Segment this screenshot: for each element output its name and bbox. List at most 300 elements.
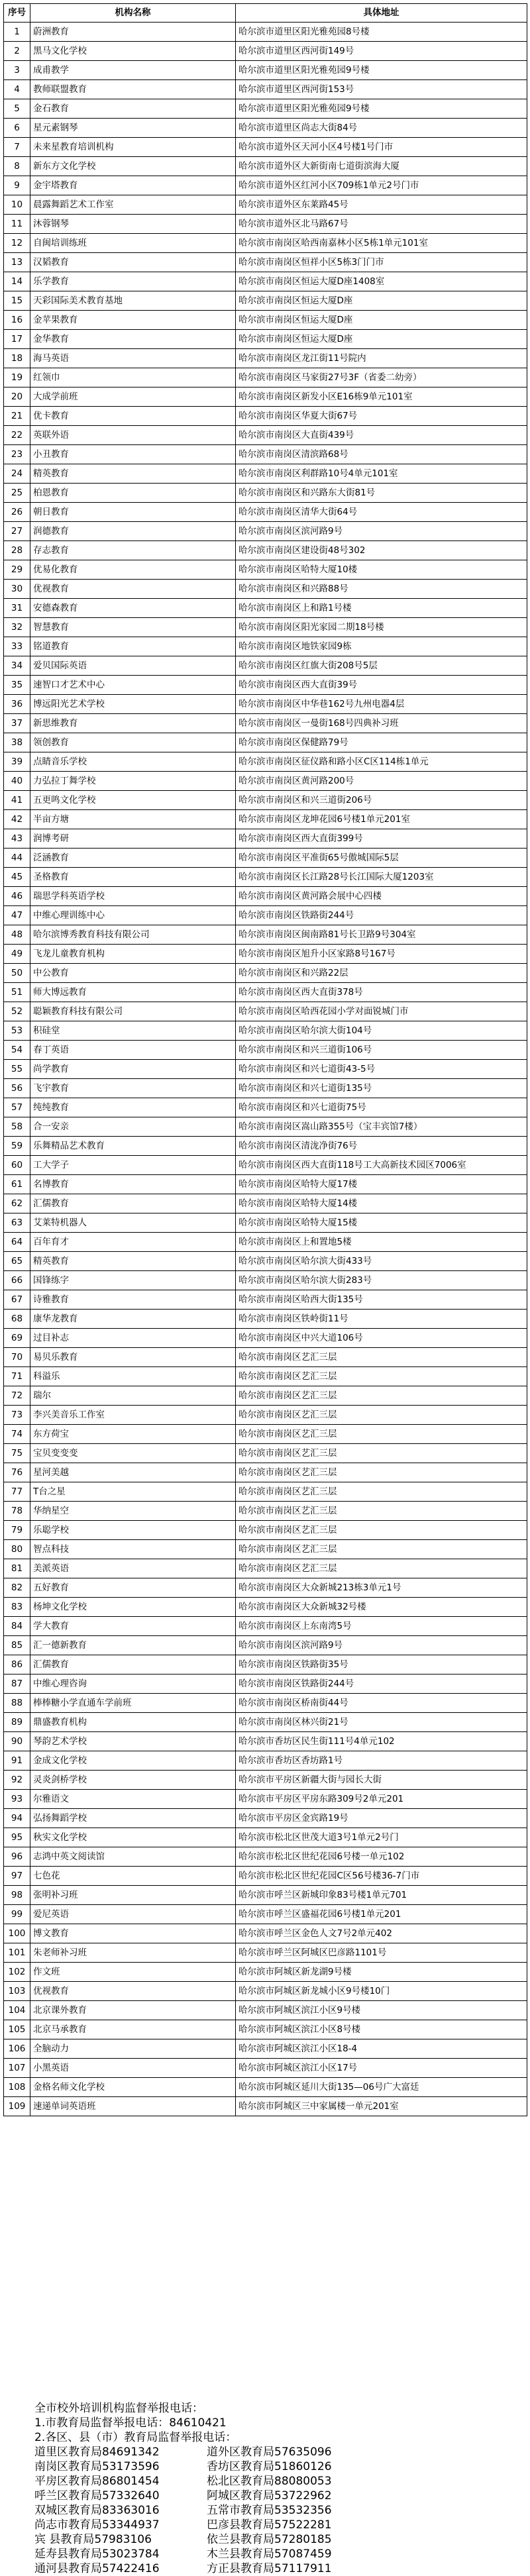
table-row [4,234,527,253]
institution-address: 哈尔滨市南岗区旭升小区家路8号167号 [236,945,527,964]
institution-name: 力弘拉丁舞学校 [30,772,236,791]
row-number: 87 [4,1674,30,1694]
row-number: 69 [4,1329,30,1348]
institution-table [3,3,527,2116]
institution-name: 汉韬教育 [30,253,236,272]
institution-address: 哈尔滨市香坊区香坊路1号 [236,1751,527,1771]
table-row [4,445,527,464]
institution-address: 哈尔滨市南岗区中华巷162号九州电器4层 [236,695,527,714]
institution-name: 七色花 [30,1867,236,1886]
table-row [4,541,527,560]
row-number: 75 [4,1444,30,1463]
institution-name: 柏恩教育 [30,484,236,503]
institution-name: 新思维教育 [30,714,236,733]
institution-address: 哈尔滨市南岗区艺汇三层 [236,1521,527,1540]
institution-address: 哈尔滨市南岗区铁路街244号 [236,1674,527,1694]
institution-name: 优视教育 [30,1982,236,2001]
institution-name: 飞宇教育 [30,1079,236,1098]
institution-name: 海马英语 [30,349,236,368]
table-row [4,906,527,925]
institution-address: 哈尔滨市呼兰区盛福花园6号楼1单元201 [236,1905,527,1924]
institution-address: 哈尔滨市南岗区和兴七道街75号 [236,1098,527,1117]
row-number: 53 [4,1021,30,1041]
institution-address: 哈尔滨市南岗区清华大街64号 [236,503,527,522]
table-row [4,311,527,330]
row-number: 36 [4,695,30,714]
institution-name: 易贝乐教育 [30,1348,236,1367]
institution-name: 积硅堂 [30,1021,236,1041]
table-row [4,272,527,291]
institution-name: 爱贝国际英语 [30,656,236,676]
row-number: 99 [4,1905,30,1924]
row-number: 91 [4,1751,30,1771]
institution-address: 哈尔滨市南岗区马家街27号3F（省委二幼旁） [236,368,527,387]
institution-name: 速智口才艺术中心 [30,676,236,695]
institution-name: 英联外语 [30,426,236,445]
table-row [4,1137,527,1156]
district-phone: 通河县教育局57422416 [34,2562,160,2575]
table-row [4,522,527,541]
institution-address: 哈尔滨市南岗区桥南街44号 [236,1694,527,1713]
row-number: 42 [4,810,30,829]
institution-address: 哈尔滨市南岗区哈西花园小学对面锐城门市 [236,1002,527,1021]
table-row [4,464,527,484]
institution-name: 速递单词英语班 [30,2097,236,2116]
table-row [4,1079,527,1098]
institution-name: 博远阳光艺术学校 [30,695,236,714]
table-row [4,1502,527,1521]
row-number: 86 [4,1655,30,1674]
district-phone: 南岗区教育局53173596 [34,2460,160,2473]
district-phone: 木兰县教育局57087459 [207,2548,332,2561]
table-row [4,61,527,80]
institution-name: 汇儒教育 [30,1194,236,1213]
row-number: 88 [4,1694,30,1713]
table-row [4,1809,527,1828]
institution-address: 哈尔滨市道外区大新街南七道街滨海大厦 [236,157,527,176]
institution-name: 科溢乐 [30,1367,236,1386]
row-number: 61 [4,1175,30,1194]
row-number: 81 [4,1559,30,1578]
phone-line [34,2547,511,2561]
institution-name: 黑马文化学校 [30,42,236,61]
district-phone: 香坊区教育局51860126 [207,2460,332,2473]
institution-address: 哈尔滨市阿城区新龙湖9号楼 [236,1963,527,1982]
institution-address: 哈尔滨市南岗区和兴三道街206号 [236,791,527,810]
institution-address: 哈尔滨市道里区阳光雅苑园8号楼 [236,23,527,42]
table-row [4,656,527,676]
row-number: 18 [4,349,30,368]
institution-name: 北京课外教育 [30,2001,236,2020]
institution-name: 灵炎剑桥学校 [30,1771,236,1790]
institution-address: 哈尔滨市南岗区西大直街118号工大高新技术园区7006室 [236,1156,527,1175]
institution-name: 智点科技 [30,1540,236,1559]
table-row [4,1425,527,1444]
institution-address: 哈尔滨市南岗区西大直街399号 [236,829,527,849]
row-number: 51 [4,983,30,1002]
institution-name: 瑞尔 [30,1386,236,1406]
table-row [4,752,527,772]
row-number: 46 [4,887,30,906]
row-number: 31 [4,599,30,618]
institution-address: 哈尔滨市松北区世茂大道3号1单元2号门 [236,1828,527,1847]
district-phone: 松北区教育局88080053 [207,2475,332,2488]
table-row [4,1021,527,1041]
institution-address: 哈尔滨市南岗区和兴路88号 [236,580,527,599]
table-row [4,599,527,618]
table-row [4,676,527,695]
table-row [4,925,527,945]
table-row [4,849,527,868]
table-row [4,714,527,733]
institution-address: 哈尔滨市南岗区艺汇三层 [236,1502,527,1521]
institution-address: 哈尔滨市平房区新疆大街与园长大街 [236,1771,527,1790]
row-number: 47 [4,906,30,925]
institution-name: 艾莱特机器人 [30,1213,236,1233]
row-number: 54 [4,1041,30,1060]
institution-name: 百年育才 [30,1233,236,1252]
row-number: 27 [4,522,30,541]
row-number: 9 [4,176,30,195]
institution-address: 哈尔滨市呼兰区金色人文7号2单元402 [236,1924,527,1943]
row-number: 14 [4,272,30,291]
institution-name: 东方荷宝 [30,1425,236,1444]
institution-address: 哈尔滨市平房区金宾路19号 [236,1809,527,1828]
row-number: 39 [4,752,30,772]
institution-address: 哈尔滨市南岗区恒运大厦D座 [236,311,527,330]
table-row [4,1694,527,1713]
institution-address: 哈尔滨市南岗区哈特大厦14楼 [236,1194,527,1213]
table-row [4,2078,527,2097]
row-number: 100 [4,1924,30,1943]
institution-address: 哈尔滨市南岗区闽南路81号长卫路9号304室 [236,925,527,945]
phone-line [34,2445,511,2459]
institution-address: 哈尔滨市阿城区三中家属楼一单元201室 [236,2097,527,2116]
table-row [4,2001,527,2020]
institution-name: 全脑动力 [30,2039,236,2059]
institution-name: 金格名师文化学校 [30,2078,236,2097]
institution-name: 金华教育 [30,330,236,349]
table-row [4,1271,527,1290]
institution-name: 五更鸣文化学校 [30,791,236,810]
institution-address: 哈尔滨市南岗区滨河路9号 [236,1636,527,1655]
row-number: 85 [4,1636,30,1655]
row-number: 17 [4,330,30,349]
table-row [4,1482,527,1502]
institution-address: 哈尔滨市南岗区和兴三道街106号 [236,1041,527,1060]
row-number: 57 [4,1098,30,1117]
table-row [4,407,527,426]
institution-address: 哈尔滨市南岗区阳光家园二期18号楼 [236,618,527,637]
institution-address: 哈尔滨市阿城区滨江小区9号楼 [236,2001,527,2020]
table-row [4,1751,527,1771]
row-number: 41 [4,791,30,810]
row-number: 105 [4,2020,30,2039]
institution-name: 朝日教育 [30,503,236,522]
institution-name: 铭道教育 [30,637,236,656]
institution-address: 哈尔滨市南岗区大众新城32号楼 [236,1598,527,1617]
institution-address: 哈尔滨市南岗区红旗大街208号5层 [236,656,527,676]
institution-name: 师大博远教育 [30,983,236,1002]
institution-address: 哈尔滨市南岗区地铁家园9栋 [236,637,527,656]
institution-name: 合一安亲 [30,1117,236,1137]
row-number: 62 [4,1194,30,1213]
row-number: 80 [4,1540,30,1559]
institution-address: 哈尔滨市南岗区林兴街21号 [236,1713,527,1732]
institution-address: 哈尔滨市南岗区龙坤花园6号楼1单元201室 [236,810,527,829]
institution-name: 美派英语 [30,1559,236,1578]
hotline-title: 全市校外培训机构监督举报电话： [34,2402,203,2415]
district-phone: 依兰县教育局57280185 [207,2533,332,2546]
table-row [4,887,527,906]
institution-name: 乐学教育 [30,272,236,291]
header-address: 具体地址 [236,4,527,23]
institution-address: 哈尔滨市南岗区艺汇三层 [236,1386,527,1406]
row-number: 34 [4,656,30,676]
institution-address: 哈尔滨市南岗区中兴大道106号 [236,1329,527,1348]
institution-address: 哈尔滨市南岗区西大直街378号 [236,983,527,1002]
row-number: 52 [4,1002,30,1021]
phone-line [34,2532,511,2547]
district-phone: 宾 县教育局57983106 [34,2533,152,2546]
row-number: 20 [4,387,30,407]
institution-address: 哈尔滨市南岗区黄河路会展中心四楼 [236,887,527,906]
row-number: 43 [4,829,30,849]
row-number: 22 [4,426,30,445]
table-row [4,1348,527,1367]
district-phone: 方正县教育局57117911 [207,2562,332,2575]
institution-address: 哈尔滨市南岗区一曼街168号四典补习班 [236,714,527,733]
institution-name: 点睛音乐学校 [30,752,236,772]
table-row [4,1367,527,1386]
row-number: 40 [4,772,30,791]
row-number: 79 [4,1521,30,1540]
institution-name: 宝贝变变变 [30,1444,236,1463]
row-number: 21 [4,407,30,426]
table-row [4,964,527,983]
row-number: 96 [4,1847,30,1867]
row-number: 72 [4,1386,30,1406]
institution-name: 天彩国际美术教育基地 [30,291,236,311]
phone-line [34,2489,511,2503]
row-number: 66 [4,1271,30,1290]
institution-name: 李兴美音乐工作室 [30,1406,236,1425]
institution-name: 优卡教育 [30,407,236,426]
row-number: 74 [4,1425,30,1444]
institution-name: 润博考研 [30,829,236,849]
institution-address: 哈尔滨市南岗区艺汇三层 [236,1425,527,1444]
row-number: 82 [4,1578,30,1598]
row-number: 6 [4,119,30,138]
institution-name: 聪颖教育科技有限公司 [30,1002,236,1021]
table-row [4,580,527,599]
row-number: 11 [4,215,30,234]
table-row [4,1175,527,1194]
row-number: 68 [4,1310,30,1329]
row-number: 19 [4,368,30,387]
table-row [4,1713,527,1732]
institution-address: 哈尔滨市南岗区艺汇三层 [236,1540,527,1559]
row-number: 101 [4,1943,30,1963]
institution-address: 哈尔滨市南岗区艺汇三层 [236,1348,527,1367]
table-row [4,176,527,195]
institution-name: 诗雅教育 [30,1290,236,1310]
institution-address: 哈尔滨市南岗区建设街48号302 [236,541,527,560]
row-number: 107 [4,2059,30,2078]
table-row [4,1674,527,1694]
institution-address: 哈尔滨市南岗区艺汇三层 [236,1406,527,1425]
institution-name: 中公教育 [30,964,236,983]
report-hotline-section [34,2401,511,2576]
institution-name: 康华龙教育 [30,1310,236,1329]
institution-address: 哈尔滨市平房区平房东路309号2单元201 [236,1790,527,1809]
institution-address: 哈尔滨市松北区世纪花园C区56号楼36-7门市 [236,1867,527,1886]
table-row [4,215,527,234]
row-number: 84 [4,1617,30,1636]
table-header-row [4,4,527,23]
institution-address: 哈尔滨市南岗区大众新城213栋3单元1号 [236,1578,527,1598]
row-number: 33 [4,637,30,656]
row-number: 45 [4,868,30,887]
institution-address: 哈尔滨市阿城区延川大街135—06号广大富廷 [236,2078,527,2097]
institution-name: 晨露舞蹈艺术工作室 [30,195,236,215]
institution-name: 过目补志 [30,1329,236,1348]
institution-name: 精英教育 [30,1252,236,1271]
header-number: 序号 [4,4,30,23]
institution-name: 五好教育 [30,1578,236,1598]
row-number: 60 [4,1156,30,1175]
table-row [4,618,527,637]
institution-name: 蔚洲教育 [30,23,236,42]
table-row [4,1156,527,1175]
institution-name: 金石教育 [30,99,236,119]
row-number: 44 [4,849,30,868]
institution-name: 志鸿中英文阅读馆 [30,1847,236,1867]
institution-name: 优视教育 [30,580,236,599]
institution-address: 哈尔滨市南岗区龙江街11号院内 [236,349,527,368]
row-number: 3 [4,61,30,80]
institution-address: 哈尔滨市阿城区滨江小区18-4 [236,2039,527,2059]
district-phone: 阿城区教育局53722962 [207,2489,332,2502]
hotline-city: 1.市教育局监督举报电话：84610421 [34,2416,227,2430]
table-row [4,1463,527,1482]
row-number: 16 [4,311,30,330]
institution-address: 哈尔滨市南岗区长江路28号长江国际大厦1203室 [236,868,527,887]
institution-address: 哈尔滨市呼兰区阿城区巴彦路1101号 [236,1943,527,1963]
table-row [4,1444,527,1463]
institution-address: 哈尔滨市南岗区恒运大厦D座1408室 [236,272,527,291]
row-number: 49 [4,945,30,964]
row-number: 29 [4,560,30,580]
table-row [4,1598,527,1617]
table-row [4,945,527,964]
institution-name: 弘扬舞蹈学校 [30,1809,236,1828]
table-row [4,1290,527,1310]
district-phone-list [34,2445,511,2576]
table-row [4,868,527,887]
district-phone: 尚志市教育局53344937 [34,2518,160,2532]
row-number: 103 [4,1982,30,2001]
institution-name: 尔雅语文 [30,1790,236,1809]
table-row [4,637,527,656]
institution-name: 朱老师补习班 [30,1943,236,1963]
row-number: 106 [4,2039,30,2059]
table-row [4,1521,527,1540]
institution-name: 圣格教育 [30,868,236,887]
institution-address: 哈尔滨市南岗区新发小区E16栋9单元101室 [236,387,527,407]
table-row [4,1732,527,1751]
row-number: 50 [4,964,30,983]
institution-name: 金成文化学校 [30,1751,236,1771]
institution-address: 哈尔滨市南岗区上东南湾5号 [236,1617,527,1636]
institution-name: 乐舞精品艺术教育 [30,1137,236,1156]
institution-name: 大成学前班 [30,387,236,407]
table-row [4,1213,527,1233]
row-number: 104 [4,2001,30,2020]
institution-address: 哈尔滨市南岗区上和置地5楼 [236,1233,527,1252]
row-number: 65 [4,1252,30,1271]
table-row [4,560,527,580]
institution-address: 哈尔滨市南岗区艺汇三层 [236,1463,527,1482]
table-row [4,1771,527,1790]
table-row [4,368,527,387]
row-number: 35 [4,676,30,695]
institution-address: 哈尔滨市道外区东莱路45号 [236,195,527,215]
institution-name: 新东方文化学校 [30,157,236,176]
district-phone: 道里区教育局84691342 [34,2446,160,2459]
row-number: 38 [4,733,30,752]
institution-name: 泛涵教育 [30,849,236,868]
row-number: 1 [4,23,30,42]
institution-name: 棒棒糖小学直通车学前班 [30,1694,236,1713]
institution-address: 哈尔滨市南岗区哈尔滨大街433号 [236,1252,527,1271]
institution-address: 哈尔滨市南岗区哈尔滨大街283号 [236,1271,527,1290]
table-row [4,983,527,1002]
institution-address: 哈尔滨市南岗区哈尔滨大街104号 [236,1021,527,1041]
table-row [4,1194,527,1213]
institution-name: 红领巾 [30,368,236,387]
institution-address: 哈尔滨市阿城区滨江小区8号楼 [236,2020,527,2039]
institution-name: 鼎盛教育机构 [30,1713,236,1732]
table-row [4,349,527,368]
table-row [4,484,527,503]
institution-name: 春丁英语 [30,1041,236,1060]
row-number: 92 [4,1771,30,1790]
table-row [4,829,527,849]
institution-address: 哈尔滨市南岗区恒运大厦D座 [236,291,527,311]
institution-address: 哈尔滨市南岗区艺汇三层 [236,1444,527,1463]
institution-address: 哈尔滨市道里区阳光雅苑园9号楼 [236,99,527,119]
table-row [4,138,527,157]
hotline-districts-heading: 2.各区、县（市）教育局监督举报电话： [34,2431,237,2444]
district-phone: 巴彦县教育局57522281 [207,2518,332,2532]
institution-address: 哈尔滨市南岗区上和路1号楼 [236,599,527,618]
row-number: 55 [4,1060,30,1079]
district-phone: 延寿县教育局53023784 [34,2548,160,2561]
institution-address: 哈尔滨市阿城区滨江小区17号 [236,2059,527,2078]
table-row [4,1867,527,1886]
table-row [4,1617,527,1636]
table-row [4,1924,527,1943]
phone-line [34,2518,511,2532]
table-row [4,2020,527,2039]
institution-address: 哈尔滨市南岗区和兴七道街43-5号 [236,1060,527,1079]
institution-address: 哈尔滨市南岗区清滨路68号 [236,445,527,464]
institution-address: 哈尔滨市道里区西河街153号 [236,80,527,99]
institution-name: 学大教育 [30,1617,236,1636]
table-body [4,23,527,2116]
table-row [4,1060,527,1079]
